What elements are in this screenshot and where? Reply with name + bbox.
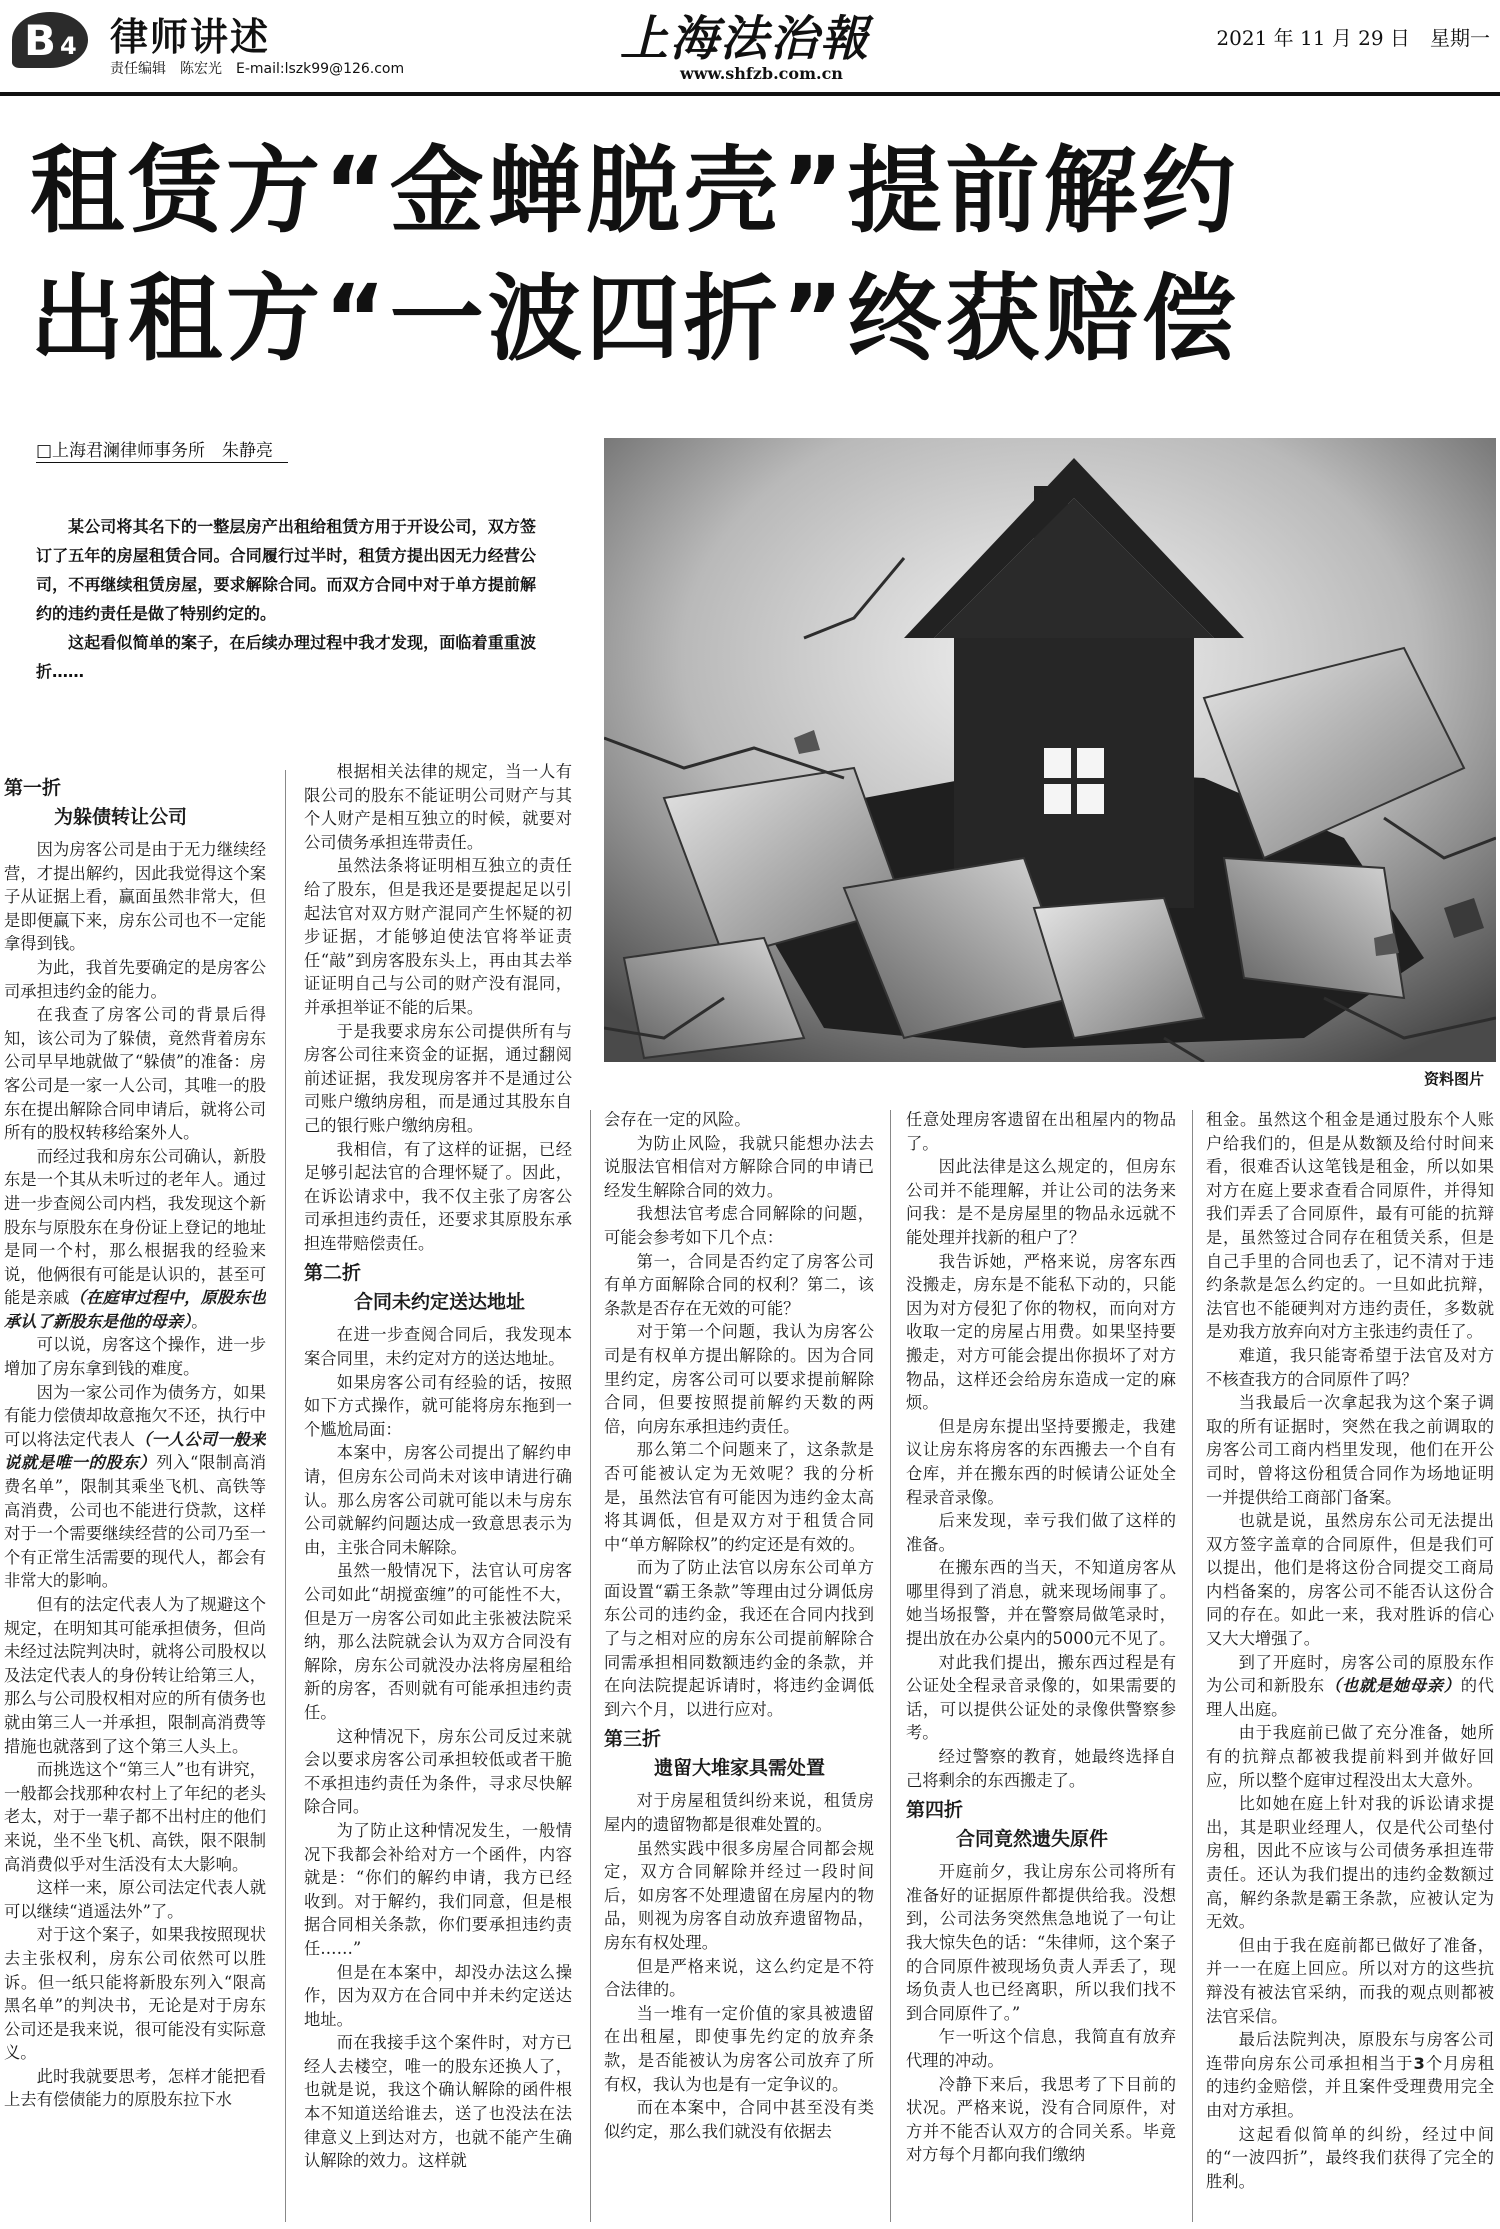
paragraph-text: 到了开庭时，房客公司的原股东作为公司和新股东: [1206, 1652, 1494, 1696]
article-column-3: [604, 1108, 874, 2222]
paragraph: 在进一步查阅合同后，我发现本案合同里，未约定对方的送达地址。: [304, 1325, 572, 1369]
column-divider: [590, 1110, 591, 2222]
parenthetical-note: （一人公司一般来说就是唯一的股东）: [4, 1429, 266, 1473]
paragraph: 对于这个案子，如果我按照现状去主张权利，房东公司依然可以胜诉。但一纸只能将新股东列入“限高黑名单”的判决书，无论是对于房东公司还是我来说，很可能没有实际意义。: [4, 1925, 266, 2063]
paragraph: 虽然实践中很多房屋合同都会规定，双方合同解除并经过一段时间后，如房客不处理遗留在房屋内的物品，则视为房客自动放弃遗留物品，房东有权处理。: [604, 1838, 874, 1952]
byline: □上海君澜律师事务所 朱静亮: [36, 441, 274, 461]
paragraph-text: 而经过我和房东公司确认，新股东是一个其从未听过的老年人。通过进一步查阅公司内档，我发现这个新股东与原股东在身份证上登记的地址是同一个村，那么根据我的经验来说，他俩很有可能是认识的，甚至可能是亲戚: [4, 1146, 266, 1308]
paragraph: 这起看似简单的纠纷，经过中间的“一波四折”，最终我们获得了完全的胜利。: [1206, 2124, 1494, 2191]
paragraph: 那么第二个问题来了，这条款是否可能被认定为无效呢？我的分析是，虽然法官有可能因为违约金太高将其调低，但是双方对于租赁合同中“单方解除权”的约定还是有效的。: [604, 1440, 874, 1554]
paragraph: 冷静下来后，我思考了下目前的状况。严格来说，没有合同原件，对方并不能否认双方的合同关系。毕竟对方每个月都向我们缴纳: [906, 2074, 1176, 2165]
paragraph-text: 。: [191, 1311, 208, 1331]
section-title: 律师讲述: [110, 15, 271, 59]
paragraph: [1206, 2028, 1494, 2122]
paragraph: [4, 1381, 266, 1593]
cracked-house-illustration: [604, 438, 1496, 1062]
issue-date: 2021 年 11 月 29 日 星期一: [1216, 26, 1490, 50]
newspaper-url[interactable]: www.shfzb.com.cn: [680, 64, 843, 83]
paragraph: 也就是说，虽然房东公司无法提出双方签字盖章的合同原件，但是我们可以提出，他们是将这份合同提交工商局内档备案的，房客公司不能否认这份合同的存在。如此一来，我对胜诉的信心又大大增强了。: [1206, 1511, 1494, 1649]
paragraph-text: 最后法院判决，原股东与房客公司连带向房东公司承担相当于: [1206, 2030, 1494, 2073]
article-lead: [36, 512, 536, 686]
paragraph-text: 的代理人出庭。: [1206, 1676, 1494, 1719]
paragraph: 对此我们提出，搬东西过程是有公证处全程录音录像的，如果需要的话，可以提供公证处的录像供警察参考。: [906, 1652, 1176, 1743]
article-column-5: [1206, 1108, 1494, 2222]
paragraph-text: 个月房租的违约金赔偿，并且案件受理费用完全由对方承担。: [1206, 2053, 1494, 2120]
column-divider: [890, 1110, 891, 2222]
paragraph: 开庭前夕，我让房东公司将所有准备好的证据原件都提供给我。没想到，公司法务突然焦急地说了一句让我大惊失色的话：“朱律师，这个案子的合同原件被现场负责人弄丢了，现场负责人也已经离职，所以我们找不到合同原件了。”: [906, 1862, 1176, 2023]
paragraph: 虽然一般情况下，法官认可房客公司如此“胡搅蛮缠”的可能性不大，但是万一房客公司如此主张被法院采纳，那么法院就会认为双方合同没有解除，房东公司就没办法将房屋租给新的房客，否则就有可能承担违约责任。: [304, 1561, 572, 1722]
paragraph: 因此法律是这么规定的，但房东公司并不能理解，并让公司的法务来问我：是不是房屋里的物品永远就不能处理并找新的租户了？: [906, 1157, 1176, 1247]
paragraph: 为此，我首先要确定的是房客公司承担违约金的能力。: [4, 957, 266, 1001]
paragraph: 乍一听这个信息，我简直有放弃代理的冲动。: [906, 2027, 1176, 2070]
lead-paragraph-1: 某公司将其名下的一整层房产出租给租赁方用于开设公司，双方签订了五年的房屋租赁合同。合同履行过半时，租赁方提出因无力经营公司，不再继续租赁房屋，要求解除合同。而双方合同中对于单方提前解约的违约责任是做了特别约定的。: [36, 517, 536, 623]
paragraph: 当我最后一次拿起我为这个案子调取的所有证据时，突然在我之前调取的房客公司工商内档里发现，他们在开公司时，曾将这份租赁合同作为场地证明一并提供给工商部门备案。: [1206, 1393, 1494, 1507]
page-letter: B: [24, 16, 57, 65]
page-number-badge: [12, 12, 94, 70]
paragraph: [4, 1145, 266, 1334]
paragraph: 但是严格来说，这么约定是不符合法律的。: [604, 1956, 874, 2000]
section-4-subheading: 合同竟然遗失原件: [956, 1828, 1109, 1851]
paragraph: 任意处理房客遗留在出租屋内的物品了。: [906, 1110, 1176, 1153]
paragraph: 此时我就要思考，怎样才能把看上去有偿债能力的原股东拉下水: [4, 2066, 266, 2110]
paragraph: 为防止风险，我就只能想办法去说服法官相信对方解除合同的申请已经发生解除合同的效力。: [604, 1133, 874, 1200]
parenthetical-note: （也就是她母亲）: [1324, 1676, 1461, 1696]
paragraph: 我想法官考虑合同解除的问题，可能会参考如下几个点：: [604, 1204, 874, 1247]
paragraph-text: 列入“限制高消费名单”，限制其乘坐飞机、高铁等高消费，公司也不能进行贷款，这样对于一个需要继续经营的公司乃至一个有正常生活需要的现代人，都会有非常大的影响。: [4, 1453, 266, 1591]
paragraph: 这种情况下，房东公司反过来就会以要求房客公司承担较低或者干脆不承担违约责任为条件，寻求尽快解除合同。: [304, 1726, 572, 1817]
section-3-heading: 第三折: [604, 1728, 662, 1751]
paragraph: 而为了防止法官以房东公司单方面设置“霸王条款”等理由过分调低房东公司的违约金，我还在合同内找到了与之相对应的房东公司提前解除合同需承担相同数额违约金的条款，并在向法院提起诉请时，将违约金调低到六个月，以进行应对。: [604, 1558, 874, 1719]
paragraph: 而在本案中，合同中甚至没有类似约定，那么我们就没有依据去: [604, 2098, 874, 2141]
article-column-2: [304, 760, 572, 2222]
paragraph: 对于第一个问题，我认为房客公司是有权单方提出解除的。因为合同里约定，房客公司可以要求提前解除合同，但要按照提前解约天数的两倍，向房东承担违约责任。: [604, 1322, 874, 1436]
paragraph: 租金。虽然这个租金是通过股东个人账户给我们的，但是从数额及给付时间来看，很难否认这笔钱是租金，所以如果对方在庭上要求查看合同原件，并得知我们弄丢了合同原件，最有可能的抗辩是，虽然签过合同存在租赁关系，但是自己手里的合同也丢了，记不清对于违约条款是怎么约定的。一旦如此抗辩，法官也不能硬判对方违约责任，多数就是劝我方放弃向对方主张违约责任了。: [1206, 1110, 1494, 1342]
paragraph: 可以说，房客这个操作，进一步增加了房东拿到钱的难度。: [4, 1335, 266, 1379]
paragraph: 对于房屋租赁纠纷来说，租赁房屋内的遗留物都是很难处置的。: [604, 1791, 874, 1835]
section-1-subheading: 为躲债转让公司: [54, 806, 188, 828]
paragraph: 因为房客公司是由于无力继续经营，才提出解约，因此我觉得这个案子从证据上看，赢面虽然非常大，但是即便赢下来，房东公司也不一定能拿得到钱。: [4, 840, 266, 954]
column-divider: [285, 770, 286, 2222]
masthead: [0, 0, 1500, 96]
paragraph: [1206, 1651, 1494, 1722]
paragraph: 本案中，房客公司提出了解约申请，但房东公司尚未对该申请进行确认。那么房客公司就可能以未与房东公司就解约问题达成一致意思表示为由，主张合同未解除。: [304, 1443, 572, 1557]
section-1-heading: 第一折: [4, 777, 62, 799]
page-number: 4: [60, 32, 77, 60]
paragraph: 后来发现，幸亏我们做了这样的准备。: [906, 1511, 1176, 1554]
newspaper-logo: 上海法治報: [620, 11, 871, 67]
paragraph: 我相信，有了这样的证据，已经足够引起法官的合理怀疑了。因此，在诉讼请求中，我不仅主张了房客公司承担违约责任，还要求其原股东承担连带赔偿责任。: [304, 1139, 572, 1253]
paragraph: 在我查了房客公司的背景后得知，该公司为了躲债，竟然背着房东公司早早地就做了“躲债”的准备：房客公司是一家一人公司，其唯一的股东在提出解除合同申请后，就将公司所有的股权转移给案外人。: [4, 1005, 266, 1143]
paragraph: 而挑选这个“第三人”也有讲究，一般都会找那种农村上了年纪的老头老太，对于一辈子都不出村庄的他们来说，坐不坐飞机、高铁，限不限制高消费似乎对生活没有太大影响。: [4, 1760, 266, 1874]
paragraph: 为了防止这种情况发生，一般情况下我都会补给对方一个函件，内容就是：“你们的解约申请，我方已经收到。对于解约，我们同意，但是根据合同相关条款，你们要承担违约责任……”: [304, 1820, 572, 1958]
paragraph: 难道，我只能寄希望于法官及对方不核查我方的合同原件了吗？: [1206, 1345, 1494, 1389]
paragraph: 我告诉她，严格来说，房客东西没搬走，房东是不能私下动的，只能因为对方侵犯了你的物权，而向对方收取一定的房屋占用费。如果坚持要搬走，对方可能会提出你损坏了对方物品，这样还会给房东造成一定的麻烦。: [906, 1251, 1176, 1413]
paragraph: 比如她在庭上针对我的诉讼请求提出，其是职业经理人，仅是代公司垫付房租，因此不应该与公司债务承担连带责任。还认为我们提出的违约金数额过高，解约条款是霸王条款，应被认定为无效。: [1206, 1794, 1494, 1932]
photo-caption: 资料图片: [1424, 1070, 1485, 1088]
article-headline: [30, 128, 1470, 384]
section-4-heading: 第四折: [906, 1799, 964, 1822]
paragraph: 经过警察的教育，她最终选择自己将剩余的东西搬走了。: [906, 1747, 1176, 1790]
paragraph: 当一堆有一定价值的家具被遗留在出租屋，即使事先约定的放弃条款，是否能被认为房客公司放弃了所有权，我认为也是有一定争议的。: [604, 2003, 874, 2094]
parenthetical-note: （在庭审过程中，原股东也承认了新股东是他的母亲）: [4, 1288, 266, 1331]
paragraph-text: 因为一家公司作为债务方，如果有能力偿债却故意拖欠不还，执行中可以将法定代表人: [4, 1382, 266, 1449]
paragraph: 虽然法条将证明相互独立的责任给了股东，但是我还是要提起足以引起法官对双方财产混同产生怀疑的初步证据，才能够迫使法官将举证责任“敲”到房客股东头上，再由其去举证证明自己与公司的财产没有混同，并承担举证不能的后果。: [304, 856, 572, 1017]
paragraph: 但是在本案中，却没办法这么操作，因为双方在合同中并未约定送达地址。: [304, 1962, 572, 2029]
headline-line-2: 出租方“一波四折”终获赔偿: [30, 265, 1240, 374]
article-column-4: [906, 1108, 1176, 2222]
section-3-subheading: 遗留大堆家具需处置: [654, 1757, 826, 1780]
paragraph: 而在我接手这个案件时，对方已经人去楼空，唯一的股东还换人了，也就是说，我这个确认解除的函件根本不知道送给谁去，送了也没法在法律意义上到达对方，也就不能产生确认解除的效力。这样就: [304, 2033, 572, 2171]
paragraph: 但有的法定代表人为了规避这个规定，在明知其可能承担债务，但尚未经过法院判决时，就将公司股权以及法定代表人的身份转让给第三人，那么与公司股权相对应的所有债务也就由第三人一并承担，限制高消费等措施也就落到了这个第三人头上。: [4, 1595, 266, 1756]
paragraph: 这样一来，原公司法定代表人就可以继续“逍遥法外”了。: [4, 1878, 266, 1921]
paragraph: 在搬东西的当天，不知道房客从哪里得到了消息，就来现场闹事了。她当场报警，并在警察局做笔录时，提出放在办公桌内的5000元不见了。: [906, 1558, 1176, 1649]
article-photo: [604, 438, 1496, 1062]
section-2-heading: 第二折: [304, 1262, 362, 1285]
paragraph: 会存在一定的风险。: [604, 1110, 751, 1129]
paragraph: 如果房客公司有经验的话，按照如下方式操作，就可能将房东拖到一个尴尬局面：: [304, 1372, 572, 1439]
highlighted-number: 3: [1413, 2053, 1425, 2073]
editor-credit: 责任编辑 陈宏光 E-mail:lszk99@126.com: [110, 61, 405, 77]
column-divider: [1192, 1110, 1193, 2222]
byline-underline: [36, 462, 288, 463]
lead-paragraph-2: 这起看似简单的案子，在后续办理过程中我才发现，面临着重重波折……: [36, 633, 536, 681]
paragraph: 根据相关法律的规定，当一人有限公司的股东不能证明公司财产与其个人财产是相互独立的时候，就要对公司债务承担连带责任。: [304, 762, 572, 852]
article-column-1: [4, 770, 266, 2222]
headline-line-1: 租赁方“金蝉脱壳”提前解约: [30, 137, 1240, 246]
masthead-rule: [0, 92, 1500, 96]
section-2-subheading: 合同未约定送达地址: [354, 1291, 526, 1314]
paragraph: 于是我要求房东公司提供所有与房客公司往来资金的证据，通过翻阅前述证据，我发现房客并不是通过公司账户缴纳房租，而是通过其股东自己的银行账户缴纳房租。: [304, 1021, 572, 1135]
paragraph: 第一，合同是否约定了房客公司有单方面解除合同的权利？第二，该条款是否存在无效的可能？: [604, 1251, 874, 1318]
paragraph: 但是房东提出坚持要搬走，我建议让房东将房客的东西搬去一个自有仓库，并在搬东西的时候请公证处全程录音录像。: [906, 1416, 1176, 1507]
paragraph: 由于我庭前已做了充分准备，她所有的抗辩点都被我提前料到并做好回应，所以整个庭审过程没出太大意外。: [1206, 1723, 1494, 1790]
paragraph: 但由于我在庭前都已做好了准备，并一一在庭上回应。所以对方的这些抗辩没有被法官采纳，而我的观点则都被法官采信。: [1206, 1935, 1494, 2026]
